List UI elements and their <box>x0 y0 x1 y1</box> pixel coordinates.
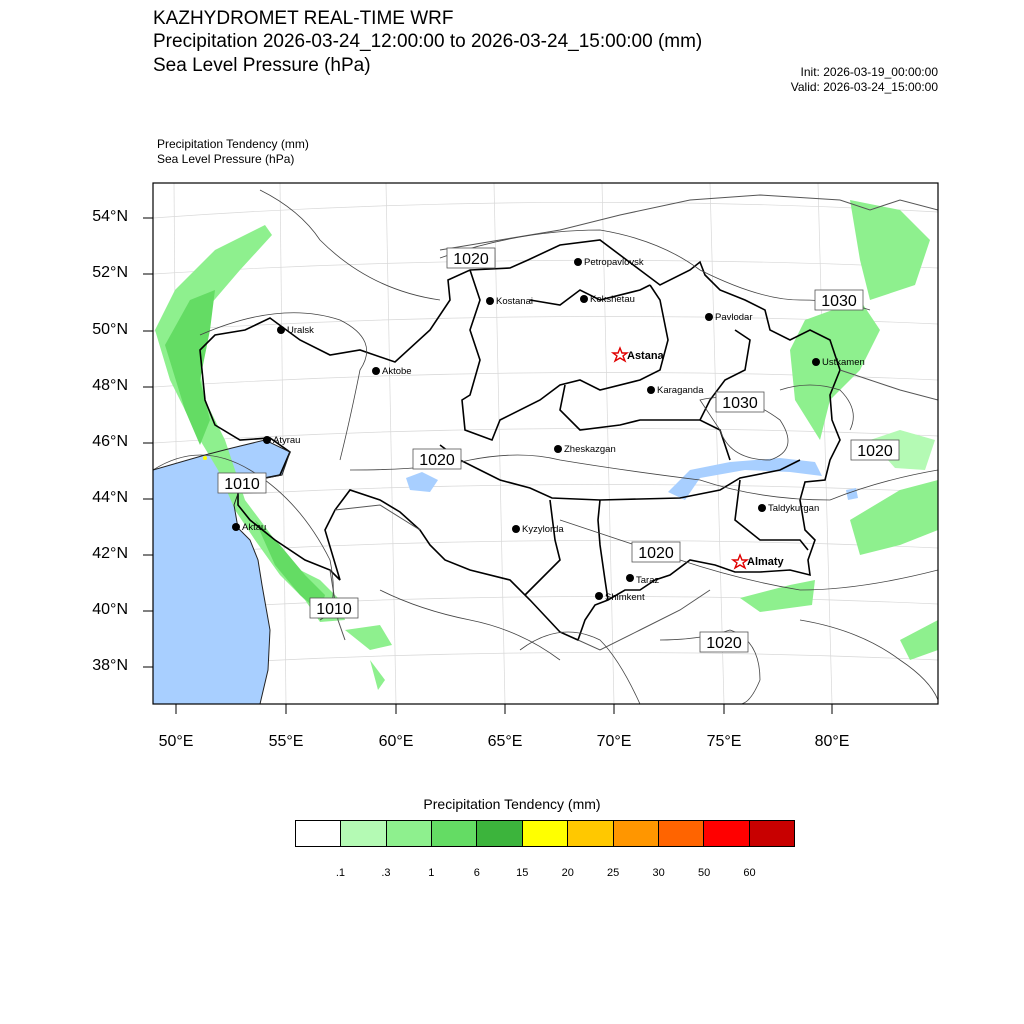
isobar-label <box>815 290 863 310</box>
city-kostanai <box>486 296 533 307</box>
city-zheskazgan <box>554 444 616 455</box>
lat-label: 48°N <box>92 377 128 394</box>
svg-text:Aktobe: Aktobe <box>382 366 412 377</box>
svg-text:Kokshetau: Kokshetau <box>590 294 635 305</box>
colorbar-swatch <box>296 821 341 846</box>
city-petropavlovsk <box>574 257 644 268</box>
aral-sea <box>406 472 438 492</box>
colorbar-swatch <box>659 821 704 846</box>
svg-text:Kyzylorda: Kyzylorda <box>522 524 564 535</box>
city-taraz <box>626 574 659 586</box>
init-time: Init: 2026-03-19_00:00:00 <box>800 65 938 79</box>
lat-label: 42°N <box>92 545 128 562</box>
svg-text:1020: 1020 <box>453 251 489 268</box>
isobar-label <box>310 598 358 618</box>
lon-label: 70°E <box>596 733 632 750</box>
svg-text:Taldykurgan: Taldykurgan <box>768 503 820 514</box>
colorbar-tick-label: 6 <box>473 867 480 879</box>
svg-text:1010: 1010 <box>316 601 352 618</box>
svg-text:Ustkamen: Ustkamen <box>822 357 865 368</box>
colorbar-swatch <box>750 821 794 846</box>
city-almaty <box>733 555 785 568</box>
colorbar-tick-label: 15 <box>516 867 529 879</box>
colorbar-tick-label: 60 <box>743 867 756 879</box>
map-content <box>153 183 938 704</box>
lon-label: 65°E <box>487 733 523 750</box>
isobar-label <box>716 392 764 412</box>
colorbar-swatch <box>341 821 386 846</box>
svg-text:Aktau: Aktau <box>242 522 267 533</box>
lon-label: 75°E <box>706 733 742 750</box>
svg-text:1020: 1020 <box>706 635 742 652</box>
isobar-label <box>851 440 899 460</box>
colorbar-swatch <box>387 821 432 846</box>
svg-text:Taraz: Taraz <box>636 575 660 586</box>
lat-label: 50°N <box>92 321 128 338</box>
lat-label: 52°N <box>92 264 128 281</box>
svg-text:1020: 1020 <box>419 452 455 469</box>
colorbar-swatch <box>614 821 659 846</box>
lon-label: 50°E <box>158 733 194 750</box>
colorbar-tick-label: 20 <box>561 867 574 879</box>
colorbar-title: Precipitation Tendency (mm) <box>423 796 601 812</box>
city-taldykurgan <box>758 503 819 514</box>
city-uralsk <box>277 325 314 336</box>
svg-text:1020: 1020 <box>638 545 674 562</box>
svg-text:Uralsk: Uralsk <box>287 325 314 336</box>
title-line-1: KAZHYDROMET REAL-TIME WRF <box>153 8 454 29</box>
lat-label: 38°N <box>92 657 128 674</box>
svg-text:Almaty: Almaty <box>747 556 784 568</box>
isobar-label <box>413 449 461 469</box>
colorbar-tick-label: .1 <box>335 867 346 879</box>
colorbar-tick-label: 50 <box>697 867 711 879</box>
lat-label: 54°N <box>92 208 128 225</box>
colorbar-swatch <box>432 821 477 846</box>
colorbar-tick-label: 30 <box>652 867 665 879</box>
colorbar <box>295 820 795 847</box>
svg-text:1020: 1020 <box>857 443 893 460</box>
colorbar-tick-label: 1 <box>428 867 435 879</box>
lat-label: 40°N <box>92 601 128 618</box>
subtitle-slp: Sea Level Pressure (hPa) <box>157 152 295 166</box>
svg-text:Astana: Astana <box>627 350 664 362</box>
isobar-label <box>218 473 266 493</box>
svg-text:Atyrau: Atyrau <box>273 435 301 446</box>
svg-text:Kostanai: Kostanai <box>496 296 533 307</box>
svg-text:Pavlodar: Pavlodar <box>715 312 753 323</box>
city-pavlodar <box>705 312 753 323</box>
valid-time: Valid: 2026-03-24_15:00:00 <box>790 80 938 94</box>
subtitle-precip: Precipitation Tendency (mm) <box>157 137 309 151</box>
lat-label: 44°N <box>92 489 128 506</box>
svg-text:Petropavlovsk: Petropavlovsk <box>584 257 644 268</box>
isobar-label <box>447 248 495 268</box>
svg-text:1010: 1010 <box>224 476 260 493</box>
colorbar-swatch <box>704 821 749 846</box>
svg-text:1030: 1030 <box>722 395 758 412</box>
colorbar-swatch <box>568 821 613 846</box>
colorbar-swatch <box>523 821 568 846</box>
isobar-label <box>700 632 748 652</box>
colorbar-tick-label: 25 <box>607 867 620 879</box>
lon-label: 55°E <box>268 733 304 750</box>
colorbar-swatch <box>477 821 522 846</box>
svg-text:Zheskazgan: Zheskazgan <box>564 444 616 455</box>
colorbar-tick-label: .3 <box>381 867 391 879</box>
lon-label: 60°E <box>378 733 414 750</box>
lat-label: 46°N <box>92 433 128 450</box>
svg-text:Karaganda: Karaganda <box>657 385 704 396</box>
title-line-3: Sea Level Pressure (hPa) <box>153 55 371 76</box>
isobar-label <box>632 542 680 562</box>
svg-text:1030: 1030 <box>821 293 857 310</box>
city-aktobe <box>372 366 412 377</box>
city-karaganda <box>647 385 704 396</box>
city-astana <box>613 348 665 362</box>
lon-label: 80°E <box>814 733 850 750</box>
lake-alakol <box>846 488 858 500</box>
city-kokshetau <box>580 294 635 305</box>
svg-text:Shimkent: Shimkent <box>605 592 645 603</box>
title-line-2: Precipitation 2026-03-24_12:00:00 to 2026-03-24_15:00:00 (mm) <box>153 31 703 52</box>
city-kyzylorda <box>512 524 564 535</box>
